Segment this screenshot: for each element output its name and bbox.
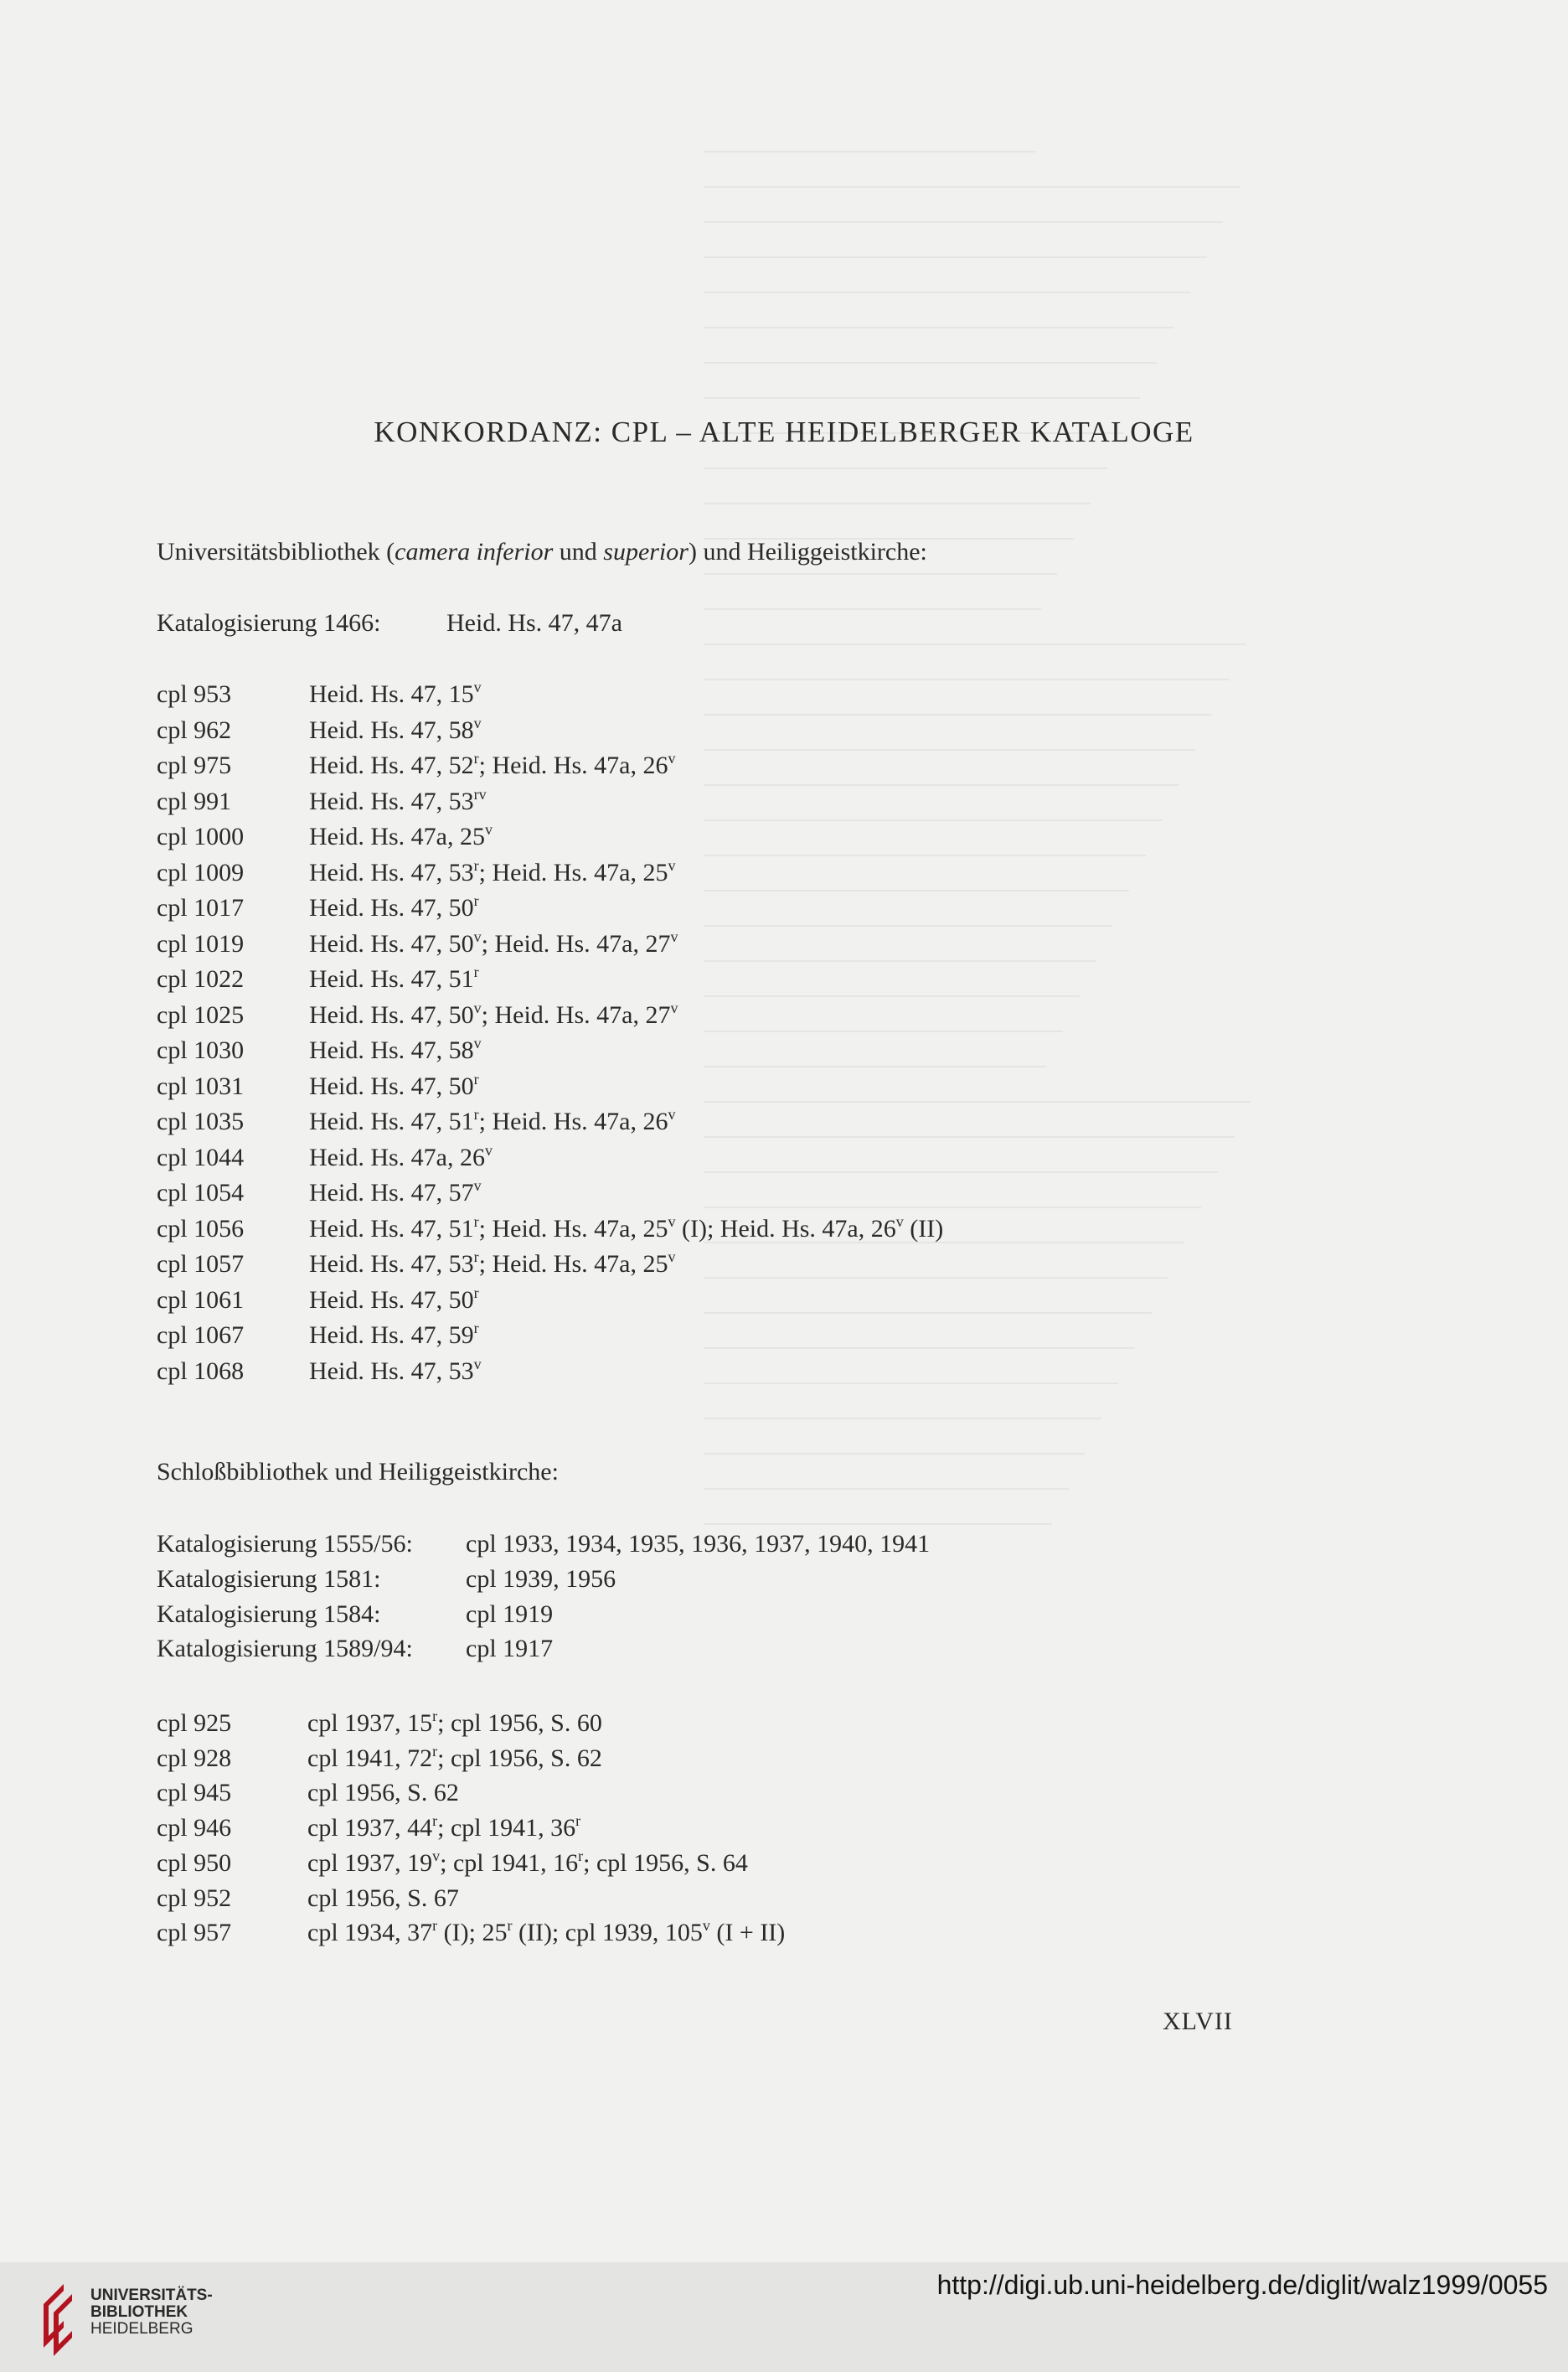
section1-row-catalog-reference: Heid. Hs. 47, 58$^v$ xyxy=(309,714,482,744)
section2-row-cpl-number: cpl 928 xyxy=(157,1744,232,1772)
show-through-line xyxy=(704,643,1246,645)
show-through-line xyxy=(704,397,1140,399)
catalog-label: Katalogisierung 1555/56: xyxy=(157,1530,413,1558)
show-through-line xyxy=(704,1277,1168,1279)
section1-row-catalog-reference: Heid. Hs. 47, 50$^v$; Heid. Hs. 47a, 27$^v$ xyxy=(309,999,678,1029)
section1-row-catalog-reference: Heid. Hs. 47a, 25$^v$ xyxy=(309,821,493,850)
show-through-line xyxy=(704,714,1212,716)
section1-row-cpl-number: cpl 991 xyxy=(157,787,232,815)
section1-row-cpl-number: cpl 1054 xyxy=(157,1179,245,1207)
section1-row-catalog-reference: Heid. Hs. 47, 50$^r$ xyxy=(309,1284,479,1314)
section1-row-catalog-reference: Heid. Hs. 47, 50$^r$ xyxy=(309,1070,479,1100)
show-through-line xyxy=(704,1312,1152,1314)
section2-row-cpl-number: cpl 925 xyxy=(157,1709,232,1737)
show-through-line xyxy=(704,1523,1052,1525)
show-through-line xyxy=(704,855,1146,856)
section1-row-cpl-number: cpl 1025 xyxy=(157,1000,245,1029)
catalog-label: Katalogisierung 1589/94: xyxy=(157,1635,413,1663)
section1-row-cpl-number: cpl 1044 xyxy=(157,1143,245,1171)
section1-row-catalog-reference: Heid. Hs. 47, 51$^r$ xyxy=(309,964,479,993)
section1-row-cpl-number: cpl 975 xyxy=(157,752,232,779)
section1-row-cpl-number: cpl 1017 xyxy=(157,894,245,922)
section1-heading: Universitätsbibliothek (camera inferior und superior) und Heiliggeistkirche: xyxy=(157,538,927,566)
show-through-line xyxy=(704,503,1091,504)
library-logo-icon xyxy=(39,2274,77,2358)
section1-row-cpl-number: cpl 953 xyxy=(157,680,232,708)
source-url-link[interactable]: http://digi.ub.uni-heidelberg.de/diglit/walz1999/0055 xyxy=(936,2270,1548,2300)
show-through-line xyxy=(704,784,1179,786)
section2-row-catalog-reference: cpl 1937, 19$^v$; cpl 1941, 16$^r$; cpl 1956, S. 64 xyxy=(307,1847,748,1877)
section1-row-cpl-number: cpl 1000 xyxy=(157,823,245,850)
show-through-line xyxy=(704,1488,1069,1490)
section1-row-cpl-number: cpl 1056 xyxy=(157,1214,245,1243)
section2-row-catalog-reference: cpl 1956, S. 62 xyxy=(307,1779,459,1807)
section1-row-cpl-number: cpl 962 xyxy=(157,716,232,744)
section1-row-catalog-reference: Heid. Hs. 47, 51$^r$; Heid. Hs. 47a, 26$^v$ xyxy=(309,1106,676,1135)
section1-row-catalog-reference: Heid. Hs. 47, 57$^v$ xyxy=(309,1177,482,1207)
section2-row-cpl-number: cpl 946 xyxy=(157,1814,232,1842)
section1-row-cpl-number: cpl 1057 xyxy=(157,1250,245,1278)
show-through-line xyxy=(704,362,1157,364)
section2-row-cpl-number: cpl 952 xyxy=(157,1884,232,1912)
section1-row-catalog-reference: Heid. Hs. 47a, 26$^v$ xyxy=(309,1141,493,1171)
show-through-line xyxy=(704,960,1096,962)
section2-row-catalog-reference: cpl 1934, 37$^r$ (I); 25$^r$ (II); cpl 1939, 105$^v$ (I + II) xyxy=(307,1917,786,1947)
section1-row-cpl-number: cpl 1022 xyxy=(157,965,245,993)
catalog-label: Katalogisierung 1581: xyxy=(157,1564,381,1593)
show-through-line xyxy=(704,679,1229,680)
show-through-line xyxy=(704,819,1163,821)
section1-row-catalog-reference: Heid. Hs. 47, 50$^v$; Heid. Hs. 47a, 27$^v$ xyxy=(309,928,678,958)
show-through-text xyxy=(704,151,1256,1726)
show-through-line xyxy=(704,1382,1118,1384)
section2-row-cpl-number: cpl 957 xyxy=(157,1919,232,1947)
show-through-line xyxy=(704,1101,1251,1103)
section1-row-catalog-reference: Heid. Hs. 47, 59$^r$ xyxy=(309,1320,479,1349)
section1-row-cpl-number: cpl 1067 xyxy=(157,1321,245,1349)
show-through-line xyxy=(704,468,1107,469)
show-through-line xyxy=(704,1066,1046,1067)
show-through-line xyxy=(704,1031,1063,1032)
show-through-line xyxy=(704,221,1223,223)
section1-row-catalog-reference: Heid. Hs. 47, 53$^r$; Heid. Hs. 47a, 25$^v$ xyxy=(309,856,676,886)
section2-row-catalog-reference: cpl 1937, 44$^r$; cpl 1941, 36$^r$ xyxy=(307,1812,581,1842)
show-through-line xyxy=(704,1171,1218,1173)
section2-row-cpl-number: cpl 945 xyxy=(157,1779,232,1807)
show-through-line xyxy=(704,608,1041,610)
show-through-line xyxy=(704,995,1080,997)
show-through-line xyxy=(704,925,1112,927)
section2-row-cpl-number: cpl 950 xyxy=(157,1848,232,1877)
section2-row-catalog-reference: cpl 1937, 15$^r$; cpl 1956, S. 60 xyxy=(307,1708,602,1737)
catalog-value: cpl 1919 xyxy=(466,1599,554,1628)
show-through-line xyxy=(704,256,1207,258)
show-through-line xyxy=(704,1136,1235,1138)
show-through-line xyxy=(704,749,1195,751)
show-through-line xyxy=(704,1453,1085,1455)
section1-row-catalog-reference: Heid. Hs. 47, 53$^r$; Heid. Hs. 47a, 25$^v$ xyxy=(309,1248,676,1278)
library-logo-text: UNIVERSITÄTS- BIBLIOTHEK HEIDELBERG xyxy=(90,2287,213,2338)
section1-row-catalog-reference: Heid. Hs. 47, 58$^v$ xyxy=(309,1035,482,1064)
section1-row-cpl-number: cpl 1035 xyxy=(157,1108,245,1135)
show-through-line xyxy=(704,1347,1135,1349)
show-through-line xyxy=(704,1207,1201,1208)
section2-row-catalog-reference: cpl 1941, 72$^r$; cpl 1956, S. 62 xyxy=(307,1742,602,1772)
page-folio: XLVII xyxy=(1163,2008,1233,2035)
section1-row-cpl-number: cpl 1030 xyxy=(157,1036,245,1064)
show-through-line xyxy=(704,890,1129,891)
catalog-label: Katalogisierung 1584: xyxy=(157,1599,381,1628)
section2-row-catalog-reference: cpl 1956, S. 67 xyxy=(307,1884,459,1912)
catalog-value: cpl 1933, 1934, 1935, 1936, 1937, 1940, 1941 xyxy=(466,1530,931,1558)
section1-row-catalog-reference: Heid. Hs. 47, 53$^v$ xyxy=(309,1355,482,1385)
show-through-line xyxy=(704,573,1057,575)
section1-row-cpl-number: cpl 1061 xyxy=(157,1285,245,1314)
catalog-value: cpl 1917 xyxy=(466,1635,554,1663)
section1-row-cpl-number: cpl 1019 xyxy=(157,929,245,958)
show-through-line xyxy=(704,151,1035,152)
show-through-line xyxy=(704,186,1240,188)
catalog-1466-value: Heid. Hs. 47, 47a xyxy=(446,609,622,637)
page-title: KONKORDANZ: CPL – ALTE HEIDELBERGER KATALOGE xyxy=(374,416,1194,448)
show-through-line xyxy=(704,292,1190,293)
section1-row-cpl-number: cpl 1009 xyxy=(157,858,245,886)
section1-row-catalog-reference: Heid. Hs. 47, 51$^r$; Heid. Hs. 47a, 25$^v$ (I); Heid. Hs. 47a, 26$^v$ (II) xyxy=(309,1212,944,1243)
section1-row-cpl-number: cpl 1031 xyxy=(157,1072,245,1100)
catalog-value: cpl 1939, 1956 xyxy=(466,1564,616,1593)
section1-row-catalog-reference: Heid. Hs. 47, 52$^r$; Heid. Hs. 47a, 26$^v$ xyxy=(309,750,676,779)
section1-row-catalog-reference: Heid. Hs. 47, 15$^v$ xyxy=(309,679,482,708)
section1-row-catalog-reference: Heid. Hs. 47, $53^{rv}$ xyxy=(309,785,487,815)
section2-heading: Schloßbibliothek und Heiliggeistkirche: xyxy=(157,1458,559,1486)
show-through-line xyxy=(704,1418,1101,1419)
show-through-line xyxy=(704,327,1173,328)
section1-row-cpl-number: cpl 1068 xyxy=(157,1357,245,1385)
section1-row-catalog-reference: Heid. Hs. 47, 50$^r$ xyxy=(309,892,479,922)
catalog-1466-label: Katalogisierung 1466: xyxy=(157,609,381,637)
